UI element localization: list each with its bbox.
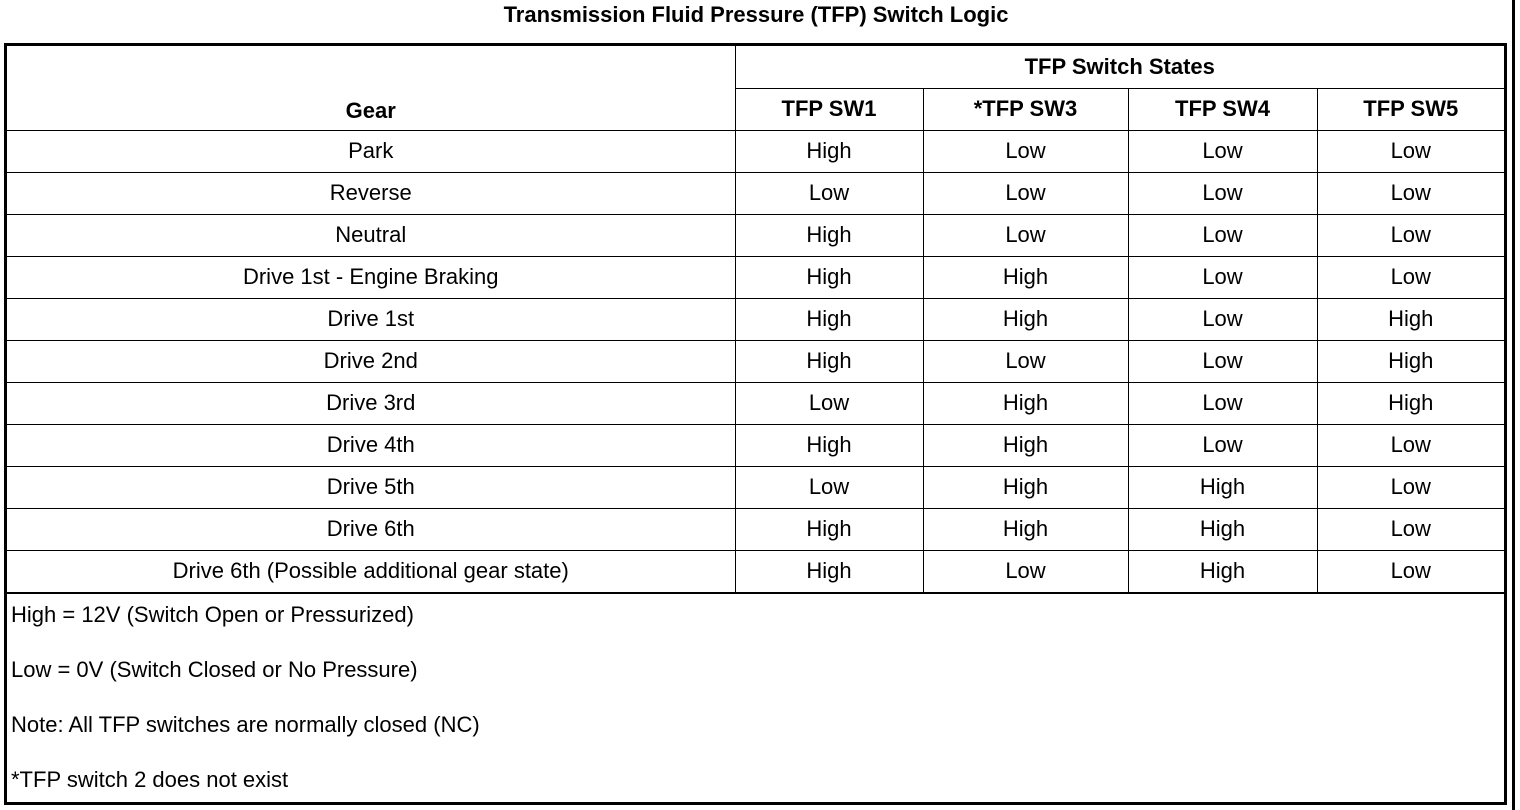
tfp-switch-table <box>7 46 1504 593</box>
switch-state-cell: Low <box>1128 298 1317 340</box>
gear-cell: Drive 1st - Engine Braking <box>7 256 735 298</box>
switch-state-cell: High <box>923 508 1128 550</box>
switch-state-cell: High <box>735 214 923 256</box>
switch-state-cell: High <box>735 130 923 172</box>
switch-state-cell: High <box>735 256 923 298</box>
gear-cell: Drive 3rd <box>7 382 735 424</box>
switch-state-cell: Low <box>1317 256 1504 298</box>
switch-state-cell: Low <box>1128 382 1317 424</box>
legend-low: Low = 0V (Switch Closed or No Pressure) <box>11 656 418 682</box>
switch-state-cell: High <box>1128 508 1317 550</box>
switch-column-header: TFP SW1 <box>735 88 923 130</box>
table-body <box>7 130 1504 592</box>
header-row-group <box>7 46 1504 88</box>
switch-state-cell: High <box>923 298 1128 340</box>
switch-state-cell: High <box>923 256 1128 298</box>
switch-state-cell: Low <box>1317 550 1504 592</box>
switch-state-cell: Low <box>923 172 1128 214</box>
switch-state-cell: Low <box>1317 424 1504 466</box>
switch-state-cell: High <box>1317 382 1504 424</box>
switch-state-cell: High <box>1317 298 1504 340</box>
switch-state-cell: Low <box>1128 214 1317 256</box>
gear-cell: Drive 2nd <box>7 340 735 382</box>
switch-state-cell: High <box>923 466 1128 508</box>
switch-column-header: TFP SW5 <box>1317 88 1504 130</box>
gear-column-header: Gear <box>7 46 735 130</box>
table-row <box>7 382 1504 424</box>
switch-state-cell: Low <box>1128 424 1317 466</box>
switch-state-cell: Low <box>1317 508 1504 550</box>
switch-state-cell: Low <box>923 340 1128 382</box>
table-row <box>7 256 1504 298</box>
gear-cell: Drive 1st <box>7 298 735 340</box>
switch-state-cell: High <box>1128 466 1317 508</box>
switch-state-cell: Low <box>735 466 923 508</box>
switch-state-cell: Low <box>923 550 1128 592</box>
legend <box>7 593 1504 797</box>
legend-footnote: *TFP switch 2 does not exist <box>11 766 289 792</box>
switch-state-cell: High <box>735 424 923 466</box>
gear-cell: Drive 4th <box>7 424 735 466</box>
switch-state-cell: Low <box>1128 256 1317 298</box>
switch-state-cell: High <box>735 298 923 340</box>
switch-state-cell: High <box>735 340 923 382</box>
switch-state-cell: Low <box>1317 466 1504 508</box>
switch-state-cell: High <box>735 550 923 592</box>
gear-cell: Park <box>7 130 735 172</box>
switch-state-cell: High <box>1317 340 1504 382</box>
switch-state-cell: Low <box>1317 130 1504 172</box>
gear-cell: Drive 5th <box>7 466 735 508</box>
switch-state-cell: Low <box>923 214 1128 256</box>
table-row <box>7 508 1504 550</box>
table-row <box>7 424 1504 466</box>
gear-cell: Neutral <box>7 214 735 256</box>
switch-state-cell: High <box>735 508 923 550</box>
table-row <box>7 214 1504 256</box>
switch-states-group-header: TFP Switch States <box>735 46 1504 88</box>
tfp-switch-logic-sheet <box>4 43 1507 805</box>
switch-state-cell: Low <box>1128 172 1317 214</box>
right-border-rule <box>1512 0 1515 810</box>
switch-state-cell: Low <box>735 172 923 214</box>
switch-state-cell: Low <box>1317 214 1504 256</box>
gear-cell: Drive 6th <box>7 508 735 550</box>
switch-state-cell: Low <box>1128 130 1317 172</box>
table-row <box>7 298 1504 340</box>
table-row <box>7 550 1504 592</box>
table-row <box>7 172 1504 214</box>
switch-state-cell: Low <box>735 382 923 424</box>
table-row <box>7 340 1504 382</box>
page-title: Transmission Fluid Pressure (TFP) Switch Logic <box>503 2 1009 27</box>
gear-cell: Drive 6th (Possible additional gear state) <box>7 550 735 592</box>
legend-high: High = 12V (Switch Open or Pressurized) <box>11 601 414 627</box>
table-row <box>7 130 1504 172</box>
switch-column-header: TFP SW4 <box>1128 88 1317 130</box>
switch-state-cell: Low <box>923 130 1128 172</box>
legend-note: Note: All TFP switches are normally closed (NC) <box>11 711 480 737</box>
switch-state-cell: Low <box>1128 340 1317 382</box>
switch-state-cell: High <box>923 382 1128 424</box>
switch-state-cell: High <box>1128 550 1317 592</box>
switch-state-cell: Low <box>1317 172 1504 214</box>
gear-cell: Reverse <box>7 172 735 214</box>
table-row <box>7 466 1504 508</box>
switch-column-header: *TFP SW3 <box>923 88 1128 130</box>
switch-state-cell: High <box>923 424 1128 466</box>
